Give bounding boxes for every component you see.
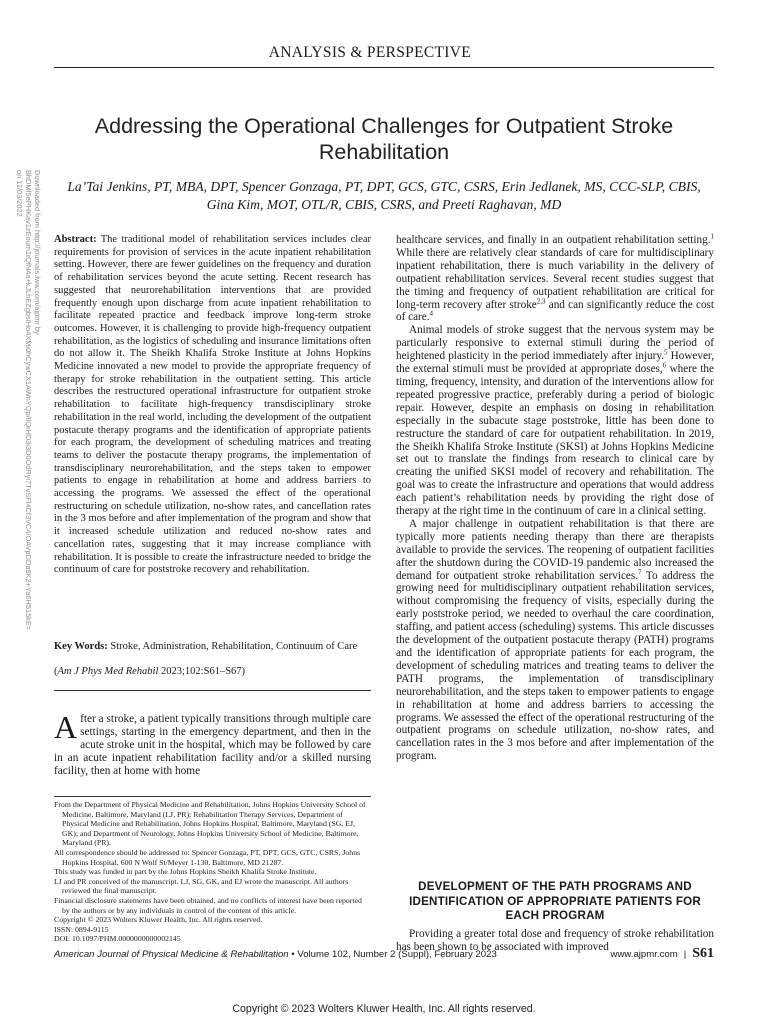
abstract (54, 234, 371, 577)
body-paragraph (396, 518, 714, 763)
section-text: Providing a greater total dose and frequency of stroke rehabilitation has been shown to be associated with improved (396, 928, 714, 953)
section-heading: DEVELOPMENT OF THE PATH PROGRAMS AND IDENTIFICATION OF APPROPRIATE PATIENTS FOR EACH PROGRAM (409, 880, 701, 922)
footer-separator: | (683, 949, 687, 960)
citation (54, 665, 371, 678)
footnote-disclosure: Financial disclosure statements have been obtained, and no conflicts of interest have been reported by the authors or by any individuals in control of the content of this article. (54, 895, 362, 915)
footer-issue: • Volume 102, Number 2 (Suppl), February 2023 (288, 949, 497, 960)
citation-ref: 1 (710, 232, 714, 241)
body-text: However, the external stimuli must be provided at appropriate doses, (396, 350, 714, 376)
citation-ref: 5 (664, 348, 668, 357)
body-paragraph (396, 324, 714, 518)
download-watermark: Downloaded from http://journals.lww.com/ajpmr by BhDMf5ePHKav1zEoum1tQfN4a+kJLhEZgbsIHo4XMi0hCywCX1AWnYQp/IlQrHD3i3D0OdRyi7TvSFl4Cf3VC4/OAVpDDa8K2+Ya6H515kE= on 11/03/2022 (15, 170, 42, 631)
body-text: A major challenge in outpatient rehabilitation is that there are typically more patients needing therapy than there are therapists available to provide the services. The reopening of outpatient facilities after the shutdown during the COVID-19 pandemic also increased the demand for outpatient stroke rehabilitation services. (396, 517, 714, 582)
body-text: healthcare services, and finally in an outpatient rehabilitation setting. (396, 234, 711, 246)
footnote-funding: This study was funded in part by the Johns Hopkins Sheikh Khalifa Stroke Institute. (54, 867, 317, 877)
footer-url: www.ajpmr.com (610, 949, 678, 960)
section-label: ANALYSIS & PERSPECTIVE (268, 44, 471, 61)
footnote-divider (54, 796, 371, 797)
body-paragraph (396, 234, 714, 324)
keywords (54, 640, 371, 653)
footer-journal-name: American Journal of Physical Medicine & Rehabilitation (54, 949, 289, 960)
keywords-text: Stroke, Administration, Rehabilitation, Continuum of Care (110, 641, 358, 652)
header-rule (54, 67, 714, 68)
body-text: To address the growing need for multidisciplinary outpatient rehabilitation services, without compromising the frequency of visits, especially during the early poststroke period, we needed to overhaul the care coordination, staffing, and patient access (scheduling) systems. This article discusses the development of the outpatient postacute therapy (PATH) programs and the identification of appropriate patients for each program, the development of scheduling matrices and treating teams to deliver the PATH programs, the implementation of transdisciplinary neurorehabilitation, and the steps taken to empower patients to engage in rehabilitation at home and address barriers to accessing the programs. We assessed the effect of the operational restructuring of the outpatient programs on schedule utilization, no-show rates, and cancellation rates in the 3 mos before and after implementation of the program. (396, 569, 714, 763)
author-list: La’Tai Jenkins, PT, MBA, DPT, Spencer Gonzaga, PT, DPT, GCS, GTC, CSRS, Erin Jedlanek, MS, CCC-SLP, CBIS, Gina Kim, MOT, OTL/R, CBIS, CSRS, and Preeti Raghavan, MD (67, 179, 701, 212)
body-text: where the timing, frequency, intensity, and duration of the interventions allow for repeated progressive practice, preferably during a period of biologic repair. However, despite an emphasis on dosing in rehabilitation especially in the subacute stage poststroke, little has been done to restructure the standard of care for outpatient rehabilitation. In 2019, the Sheikh Khalifa Stroke Institute (SKSI) at Johns Hopkins Medicine set out to translate the findings from research to clinical care by creating the unified SKSI model of recovery and rehabilitation. The goal was to create the infrastructure and operations that would address each patient’s rehabilitation needs by providing the right dose of therapy at the right time in the continuum of care in a clinical setting. (396, 363, 714, 518)
footnote-copyright: Copyright © 2023 Wolters Kluwer Health, Inc. All rights reserved. (54, 915, 263, 925)
citation-ref: 2,3 (536, 296, 546, 305)
footnotes (54, 800, 371, 944)
footer-journal (54, 949, 497, 960)
citation-ref: 7 (638, 567, 642, 576)
abstract-text: The traditional model of rehabilitation services includes clear requirements for provision of services in the acute inpatient rehabilitation setting. However, there are fewer guidelines on the frequency and duration of rehabilitation services beyond the acute setting. Recent research has suggested that neurorehabilitation interventions that are provided frequently enough upon discharge from acute inpatient rehabilitation to facilitate repeated practice and feedback improve long-term stroke outcomes. However, it is challenging to provide high-frequency outpatient rehabilitation, as the logistics of scheduling and insurance limitations often do not allow it. The Sheikh Khalifa Stroke Institute at Johns Hopkins Medicine innovated a new model to provide the appropriate frequency of therapy for stroke rehabilitation in the outpatient setting. This article describes the restructured operational infrastructure for outpatient stroke rehabilitation to facilitate high-frequency transdisciplinary stroke rehabilitation in the real world, including the development of the outpatient postacute therapy programs and the identification of appropriate patients for each program, the development of scheduling matrices and treating teams to deliver the postacute therapy programs, the implementation of transdisciplinary neurorehabilitation, and the steps taken to empower patients to engage in rehabilitation at home and address barriers to accessing the programs. We assessed the effect of the operational restructuring on schedule utilization, no-show rates, and cancellation rates in the 3 mos before and after implementation of the program and show that it increased schedule utilization and reduced no-show rates and cancellation rates, suggesting that it may increase compliance with rehabilitation. It is possible to create the infrastructure needed to bridge the continuum of care for poststroke recovery and rehabilitation. (54, 234, 372, 576)
footnote-correspondence: All correspondence should be addressed to: Spencer Gonzaga, PT, DPT, GCS, GTC, CSRS, Johns Hopkins Hospital, 600 N Wolf St/Meyer 1-130, Baltimore, MD 21287. (54, 847, 361, 867)
footnote-affiliations: From the Department of Physical Medicine and Rehabilitation, Johns Hopkins University School of Medicine, Baltimore, Maryland (LJ, PR); Rehabilitation Therapy Services, Department of Physical Medicine and Rehabilitation, Johns Hopkins Hospital, Baltimore, Maryland (SG, EJ, GK); and Department of Neurology, Johns Hopkins University School of Medicine, Baltimore, Maryland (PR). (54, 800, 366, 848)
copyright-bar: Copyright © 2023 Wolters Kluwer Health, Inc. All rights reserved. (232, 1003, 536, 1015)
body-text: and can significantly reduce the cost of care. (396, 298, 714, 324)
footnote-doi: DOI: 10.1097/PHM.0000000000002145 (54, 934, 181, 944)
abstract-label: Abstract: (54, 234, 97, 245)
citation-ref: 6 (662, 361, 667, 370)
body-right-column (396, 234, 714, 763)
intro-text: fter a stroke, a patient typically transitions through multiple care settings, starting in the emergency department, and then in the acute stroke unit in the hospital, which may be followed by care in an acute inpatient rehabilitation facility and/or a skilled nursing facility, then at home with home (54, 713, 371, 777)
citation-details: 2023;102:S61–S67) (161, 666, 246, 677)
page-number: S61 (692, 946, 714, 961)
keywords-label: Key Words: (54, 641, 108, 652)
body-text: While there are relatively clear standards of care for multidisciplinary inpatient rehabilitation, there is much variability in the delivery of outpatient rehabilitation services. Several recent studies suggest that the timing and frequency of outpatient rehabilitation are critical for long-term recovery after stroke (396, 246, 714, 311)
footnote-issn: ISSN: 0894-9115 (54, 924, 109, 934)
intro-paragraph (54, 709, 371, 778)
citation-journal: Am J Phys Med Rehabil (57, 666, 159, 677)
citation-ref: 4 (429, 309, 434, 318)
drop-cap: A (54, 709, 78, 745)
footnote-contributions: LJ and PR conceived of the manuscript. LJ, SG, GK, and EJ wrote the manuscript. All authors reviewed the final manuscript. (54, 876, 349, 896)
footer-right (611, 946, 714, 962)
abstract-divider (54, 690, 371, 691)
body-text: Animal models of stroke suggest that the nervous system may be particularly responsive to external stimuli during the period of heightened plasticity in the period immediately after injury. (396, 324, 714, 363)
citation-open: ( (54, 666, 58, 677)
article-title: Addressing the Operational Challenges for Outpatient Stroke Rehabilitation (94, 114, 674, 164)
